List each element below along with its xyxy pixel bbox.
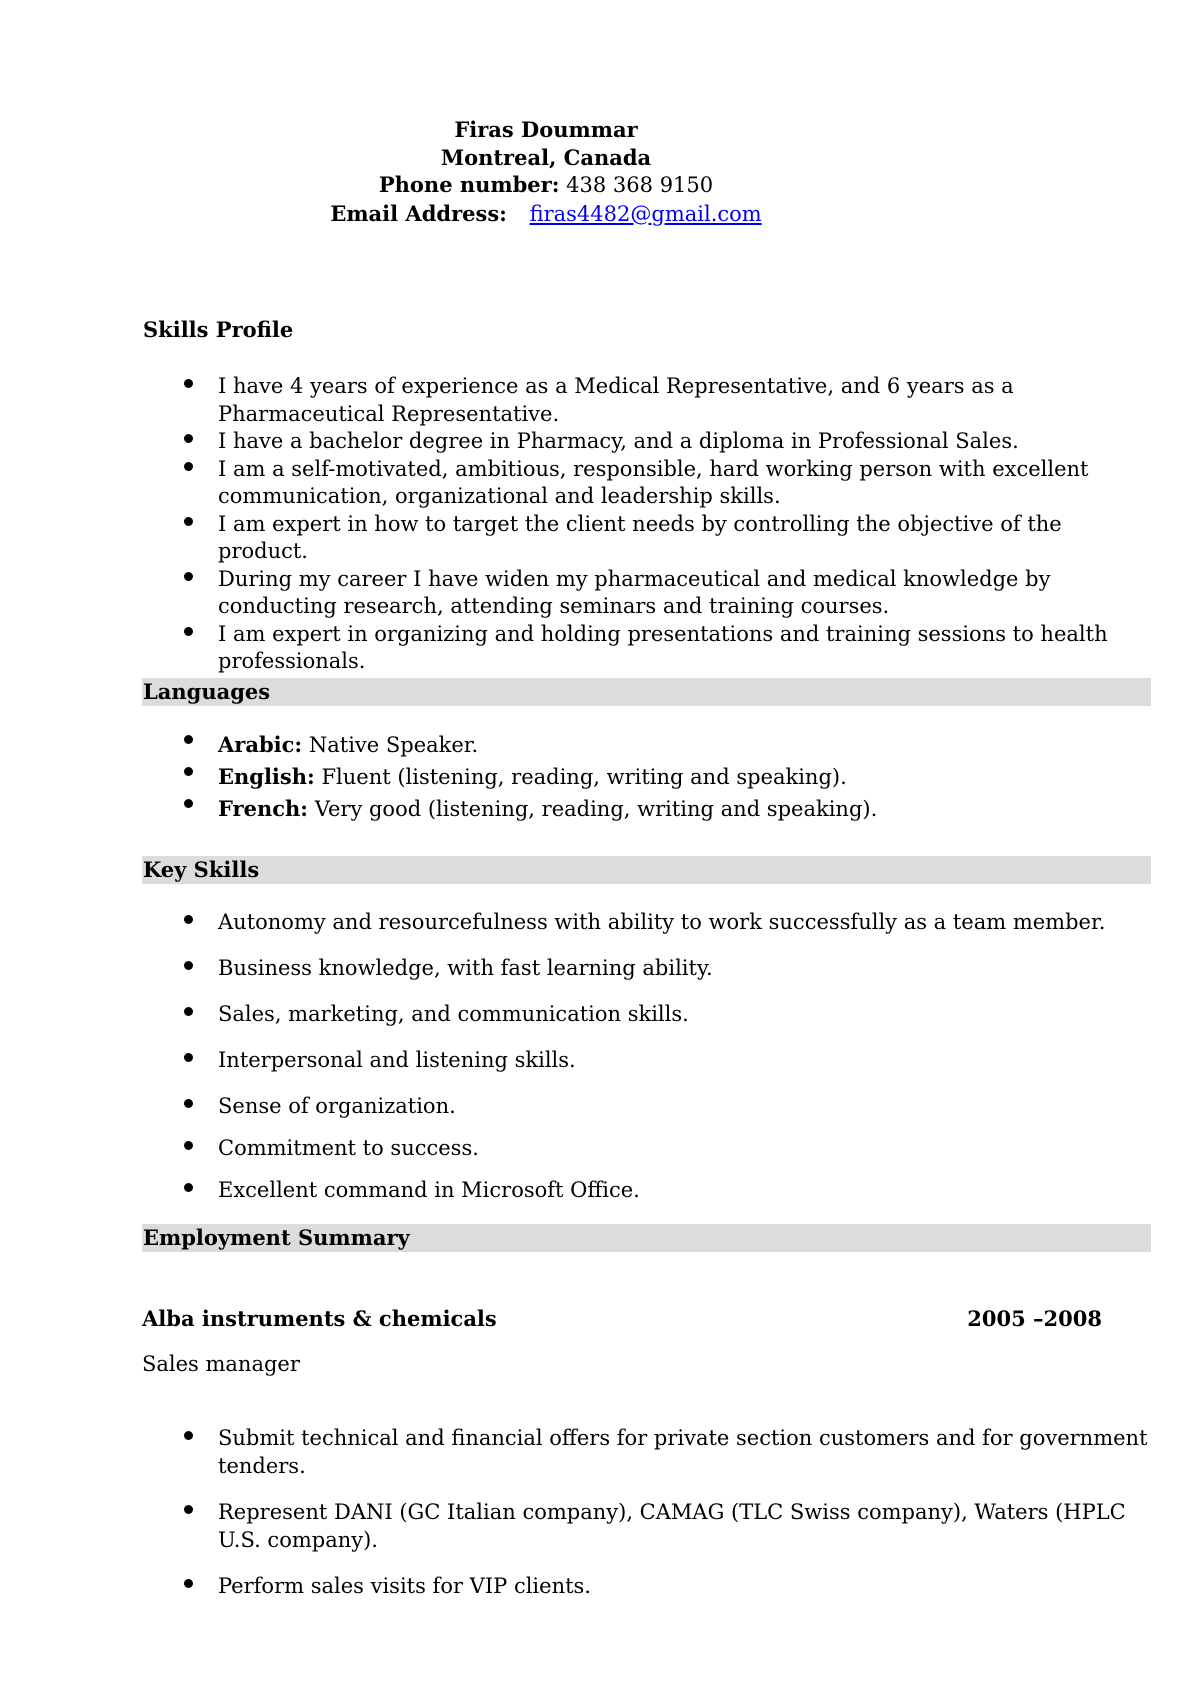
list-item [142,761,1152,793]
languages-heading: Languages [142,678,1151,706]
list-item: Business knowledge, with fast learning ability. [142,955,1152,1001]
list-item: Autonomy and resourcefulness with ability to work successfully as a team member. [142,909,1152,955]
list-item: I am a self-motivated, ambitious, responsible, hard working person with excellent communication, organizational and leadership skills. [142,456,1152,511]
language-name: French: [218,796,309,821]
email-line [0,200,1092,229]
key-skills-list [142,909,1152,1205]
language-level: Fluent (listening, reading, writing and speaking). [321,765,847,789]
key-skills-heading: Key Skills [142,856,1151,884]
list-item: Excellent command in Microsoft Office. [142,1177,1152,1205]
list-item: Submit technical and financial offers for private section customers and for government tenders. [142,1425,1152,1480]
list-item: I have 4 years of experience as a Medical Representative, and 6 years as a Pharmaceutical Representative. [142,373,1152,428]
list-item: Commitment to success. [142,1135,1152,1177]
employment-heading: Employment Summary [142,1224,1151,1252]
language-name: English: [218,764,315,789]
phone-label: Phone number: [378,172,560,197]
languages-list [142,729,1152,825]
list-item: Sense of organization. [142,1093,1152,1135]
list-item: I am expert in organizing and holding presentations and training sessions to health professionals. [142,621,1152,676]
list-item: During my career I have widen my pharmaceutical and medical knowledge by conducting research, attending seminars and training courses. [142,566,1152,621]
list-item: Interpersonal and listening skills. [142,1047,1152,1093]
job-dates: 2005 –2008 [967,1306,1102,1331]
list-item [142,729,1152,761]
list-item: Represent DANI (GC Italian company), CAMAG (TLC Swiss company), Waters (HPLC U.S. company). [142,1499,1152,1554]
job-duties-list [142,1425,1152,1601]
list-item: I have a bachelor degree in Pharmacy, and a diploma in Professional Sales. [142,428,1152,456]
email-link[interactable]: firas4482@gmail.com [529,201,762,226]
language-level: Very good (listening, reading, writing and speaking). [314,797,878,821]
language-name: Arabic: [218,732,303,757]
contact-header [0,116,1092,228]
list-item: I am expert in how to target the client needs by controlling the objective of the product. [142,511,1152,566]
email-label: Email Address: [330,200,507,226]
list-item: Sales, marketing, and communication skills. [142,1001,1152,1047]
phone-value: 438 368 9150 [566,173,714,197]
phone-line [0,171,1092,200]
list-item: Perform sales visits for VIP clients. [142,1573,1152,1601]
company-name: Alba instruments & chemicals [142,1306,497,1331]
job-role: Sales manager [142,1352,300,1376]
list-item [142,793,1152,825]
skills-profile-heading: Skills Profile [143,317,294,342]
job-header [142,1305,1102,1333]
candidate-location: Montreal, Canada [440,144,652,170]
candidate-name: Firas Doummar [454,117,638,142]
skills-profile-list [142,373,1152,676]
language-level: Native Speaker. [308,733,479,757]
